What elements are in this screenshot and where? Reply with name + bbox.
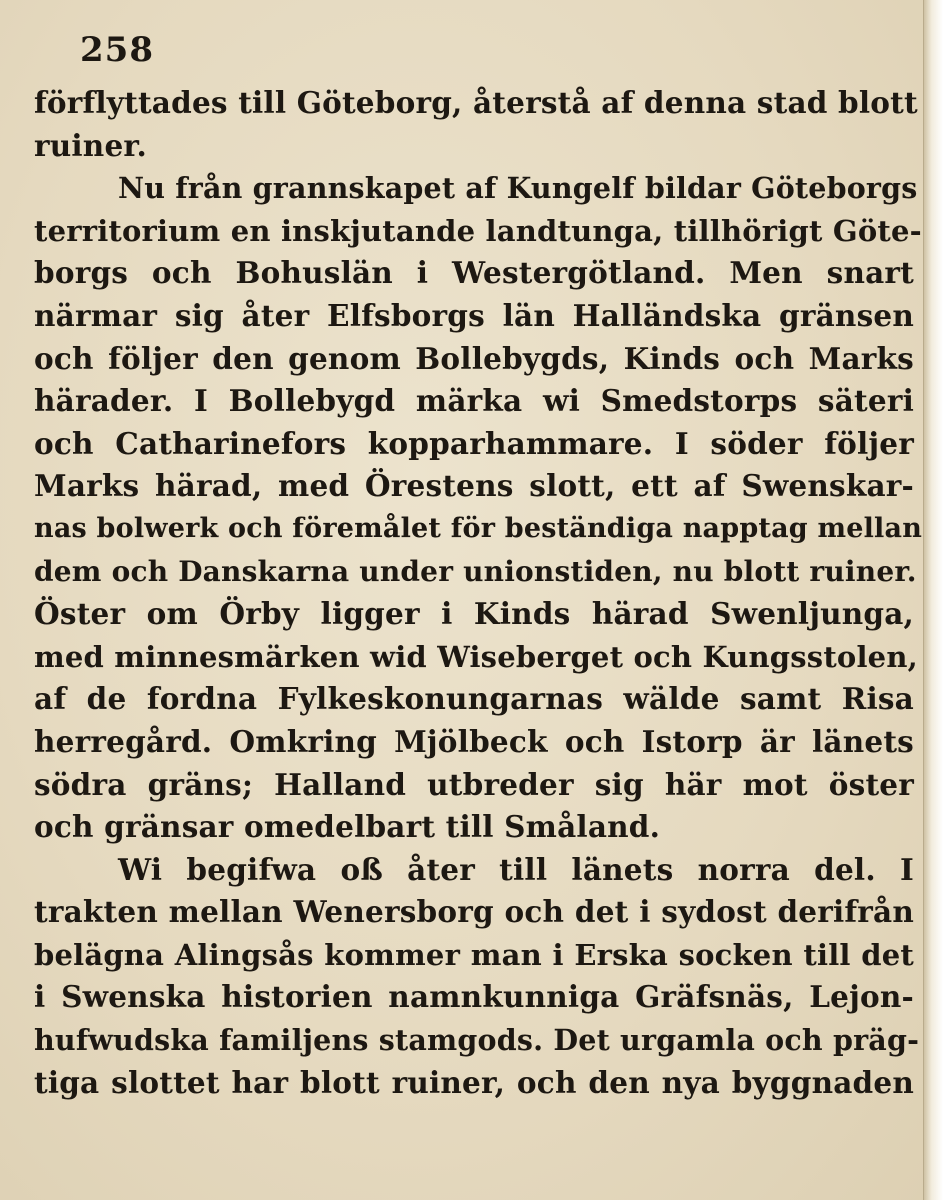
page-number: 258 [80,30,154,70]
text-line: ruiner. [34,127,147,163]
text-line: territorium en inskjutande landtunga, tillhörigt Göte- [34,213,922,248]
text-line: tiga slottet har blott ruiner, och den nya byggnaden [34,1064,914,1100]
text-line: närmar sig åter Elfsborgs län Halländska gränsen [34,297,914,333]
text-line: med minnesmärken wid Wiseberget och Kungsstolen, [34,639,918,674]
text-line: Wi begifwa oß åter till länets norra del. I [118,851,914,887]
page-edge [923,0,943,1200]
text-line: trakten mellan Wenersborg och det i sydost derifrån [34,894,914,930]
text-line: förflyttades till Göteborg, återstå af denna stad blott [34,85,918,120]
text-line: och följer den genom Bollebygds, Kinds och Marks [34,340,914,376]
text-line: Nu från grannskapet af Kungelf bildar Göteborgs [118,171,918,206]
text-line: Öster om Örby ligger i Kinds härad Swenljunga, [34,596,914,632]
text-line: af de fordna Fylkeskonungarnas wälde samt Risa [34,681,914,717]
body-text [34,82,923,1104]
text-line: härader. I Bollebygd märka wi Smedstorps säteri [34,383,914,419]
text-line: hufwudska familjens stamgods. Det urgamla och präg- [34,1023,920,1058]
text-line: södra gräns; Halland utbreder sig här mot öster [34,766,914,802]
text-line: belägna Alingsås kommer man i Erska socken till det [34,937,914,972]
text-line: dem och Danskarna under unionstiden, nu blott ruiner. [34,554,917,588]
text-line: herregård. Omkring Mjölbeck och Istorp är länets [34,723,914,759]
text-line: i Swenska historien namnkunniga Gräfsnäs, Lejon- [34,979,914,1015]
text-line: nas bolwerk och föremålet för beständiga napptag mellan [34,512,923,544]
text-line: och gränsar omedelbart till Småland. [34,809,661,845]
text-line: borgs och Bohuslän i Westergötland. Men snart [34,255,914,291]
text-line: Marks härad, med Örestens slott, ett af Swenskar- [34,468,914,504]
text-line: och Catharinefors kopparhammare. I söder följer [34,425,914,461]
